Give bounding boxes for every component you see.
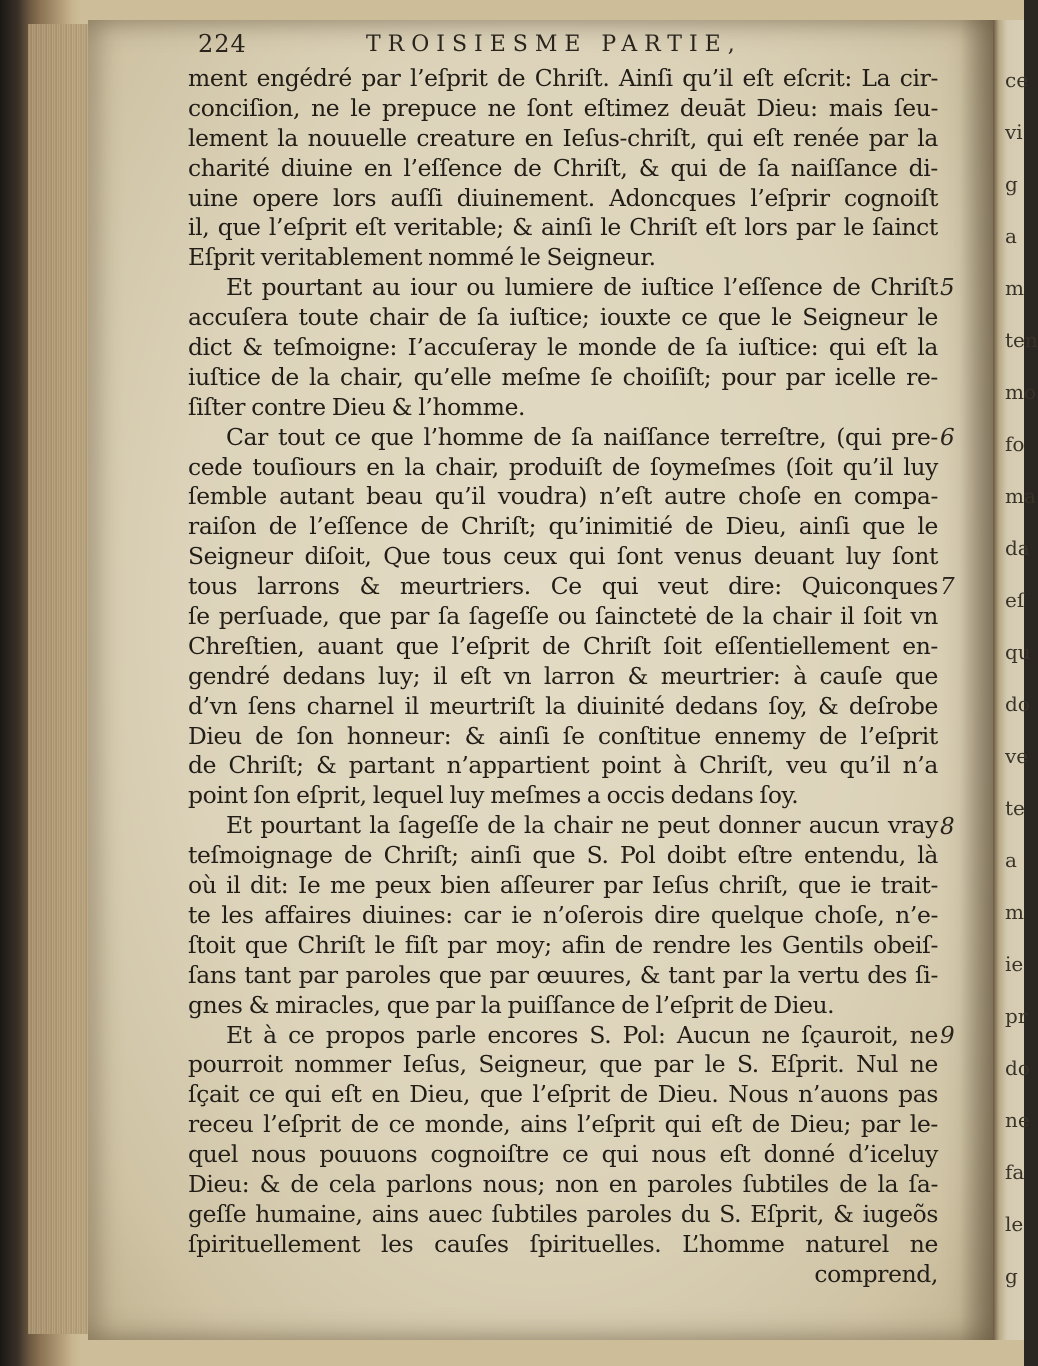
text-line: Dieu de ſon honneur: & ainſi ſe conſtitue ennemy de l’eſprit [188, 721, 938, 750]
facing-page-edge [993, 20, 1038, 1340]
text-line: Et à ce propos parle encores S. Pol: Aucun ne ſçauroit, ne [226, 1020, 938, 1049]
page-number: 224 [198, 30, 247, 58]
text-line: teſmoignage de Chriſt; ainſi que S. Pol doibt eſtre entendu, là [188, 841, 938, 870]
facing-page-fragment: ne [1005, 1108, 1030, 1132]
text-line: conciſion, ne le prepuce ne ſont eſtimez deuāt Dieu: mais ſeu- [188, 93, 938, 122]
facing-page-fragment: ten [1005, 328, 1038, 352]
text-line: receu l’eſprit de ce monde, ains l’eſprit qui eſt de Dieu; par le- [188, 1110, 938, 1139]
verse-number: 7 [940, 574, 955, 601]
text-line: où il dit: Ie me peux bien aſſeurer par Ieſus chriſt, que ie trait- [188, 871, 938, 900]
facing-page-fragment: do [1005, 692, 1030, 716]
text-line: pourroit nommer Ieſus, Seigneur, que par le S. Eſprit. Nul ne [188, 1050, 938, 1079]
text-line: Chreſtien, auant que l’eſprit de Chriſt ſoit eſſentiellement en- [188, 631, 938, 660]
facing-page-fragment: mo [1005, 380, 1037, 404]
facing-page-fragment: do [1005, 1056, 1030, 1080]
verse-number: 5 [940, 275, 955, 302]
facing-page-fragment: vi [1005, 120, 1023, 144]
text-line: ſans tant par paroles que par œuures, & tant par la vertu des ſi- [188, 960, 938, 989]
text-line: Car tout ce que l’homme de ſa naiſſance terreſtre, (qui pre- [226, 422, 938, 451]
text-line: ſtoit que Chriſt le fiſt par moy; afin de rendre les Gentils obeiſ- [188, 930, 938, 959]
facing-page-fragment: fa [1005, 1160, 1025, 1184]
facing-page-fragment: g [1005, 1264, 1018, 1288]
body-text [188, 64, 938, 1290]
facing-page-fragment: eſ [1005, 588, 1025, 612]
text-line: ſe perſuade, que par ſa ſageſſe ou ſainctetė de la chair il ſoit vn [188, 602, 938, 631]
text-line: iuſtice de la chair, qu’elle meſme ſe choiſiſt; pour par icelle re- [188, 362, 938, 391]
facing-page-fragment: ce [1005, 68, 1029, 92]
facing-page-fragment: g [1005, 172, 1018, 196]
text-line: Seigneur diſoit, Que tous ceux qui ſont venus deuant luy ſont [188, 542, 938, 571]
text-line: tous larrons & meurtriers. Ce qui veut dire: Quiconques [188, 572, 938, 601]
text-line: de Chriſt; & partant n’appartient point à Chriſt, veu qu’il n’a [188, 751, 938, 780]
text-line: quel nous pouuons cognoiſtre ce qui nous eſt donné d’iceluy [188, 1140, 938, 1169]
gutter-shadow [960, 20, 993, 1340]
text-line: Et pourtant au iour ou lumiere de iuſtice l’eſſence de Chriſt [226, 273, 938, 302]
text-line: ſçait ce qui eſt en Dieu, que l’eſprit de Dieu. Nous n’auons pas [188, 1080, 938, 1109]
page-header [198, 30, 938, 60]
facing-page-fragment: qu [1005, 640, 1031, 664]
verse-number: 9 [940, 1022, 955, 1049]
facing-page-fragment: ma [1005, 484, 1036, 508]
text-line: ſiſter contre Dieu & l’homme. [188, 392, 526, 421]
facing-page-fragment: a [1005, 224, 1017, 248]
text-line: gnes & miracles, que par la puiſſance de l’eſprit de Dieu. [188, 990, 835, 1019]
text-line: raiſon de l’eſſence de Chriſt; qu’inimitié de Dieu, ainſi que le [188, 512, 938, 541]
text-line: lement la nouuelle creature en Ieſus-chriſt, qui eſt renée par la [188, 123, 938, 152]
text-line: d’vn ſens charnel il meurtriſt la diuinité dedans ſoy, & deſrobe [188, 691, 938, 720]
text-line: geſſe humaine, ains auec ſubtiles paroles du S. Eſprit, & iugeõs [188, 1199, 938, 1228]
facing-page-fragment: da [1005, 536, 1030, 560]
text-line: comprend, [814, 1259, 938, 1288]
facing-page-fragment: pr [1005, 1004, 1028, 1028]
facing-page-fragment: ie [1005, 952, 1024, 976]
text-line: accuſera toute chair de ſa iuſtice; iouxte ce que le Seigneur le [188, 303, 938, 332]
text-line: ment engédré par l’eſprit de Chriſt. Ainſi qu’il eſt eſcrit: La cir- [188, 64, 938, 92]
text-line: Dieu: & de cela parlons nous; non en paroles ſubtiles de la ſa- [188, 1169, 938, 1198]
facing-page-fragment: m [1005, 900, 1024, 924]
text-line: dict & teſmoigne: I’accuſeray le monde de ſa iuſtice: qui eſt la [188, 333, 938, 362]
page-edges [28, 24, 88, 1334]
facing-page-fragment: le [1005, 1212, 1024, 1236]
running-title: TROISIESME PARTIE, [366, 32, 742, 57]
text-line: ſemble autant beau qu’il voudra) n’eſt autre choſe en compa- [188, 482, 938, 511]
text-line: te les affaires diuines: car ie n’oſerois dire quelque choſe, n’e- [188, 900, 938, 929]
text-line: charité diuine en l’eſſence de Chriſt, & qui de ſa naiſſance di- [188, 153, 938, 182]
facing-page-fragment: fo [1005, 432, 1025, 456]
text-line: cede touſiours en la chair, produiſt de ſoymeſmes (ſoit qu’il luy [188, 452, 938, 481]
text-line: Et pourtant la ſageſſe de la chair ne peut donner aucun vray [226, 811, 938, 840]
facing-page-fragment: a [1005, 848, 1017, 872]
facing-page-fragment: m [1005, 276, 1024, 300]
text-line: uine opere lors auſſi diuinement. Adoncques l’eſprir cognoiſt [188, 183, 938, 212]
text-line: point ſon eſprit, lequel luy meſmes a occis dedans ſoy. [188, 781, 799, 810]
text-line: gendré dedans luy; il eſt vn larron & meurtrier: à cauſe que [188, 661, 938, 690]
verse-number: 6 [940, 424, 955, 451]
facing-page-fragment: ve [1005, 744, 1029, 768]
facing-page-fragment: te [1005, 796, 1025, 820]
text-line: ſpirituellement les cauſes ſpirituelles. L’homme naturel ne [188, 1229, 938, 1258]
text-line: Eſprit veritablement nommé le Seigneur. [188, 243, 656, 272]
text-line: il, que l’eſprit eſt veritable; & ainſi le Chriſt eſt lors par le ſainct [188, 213, 938, 242]
verse-number: 8 [940, 813, 955, 840]
